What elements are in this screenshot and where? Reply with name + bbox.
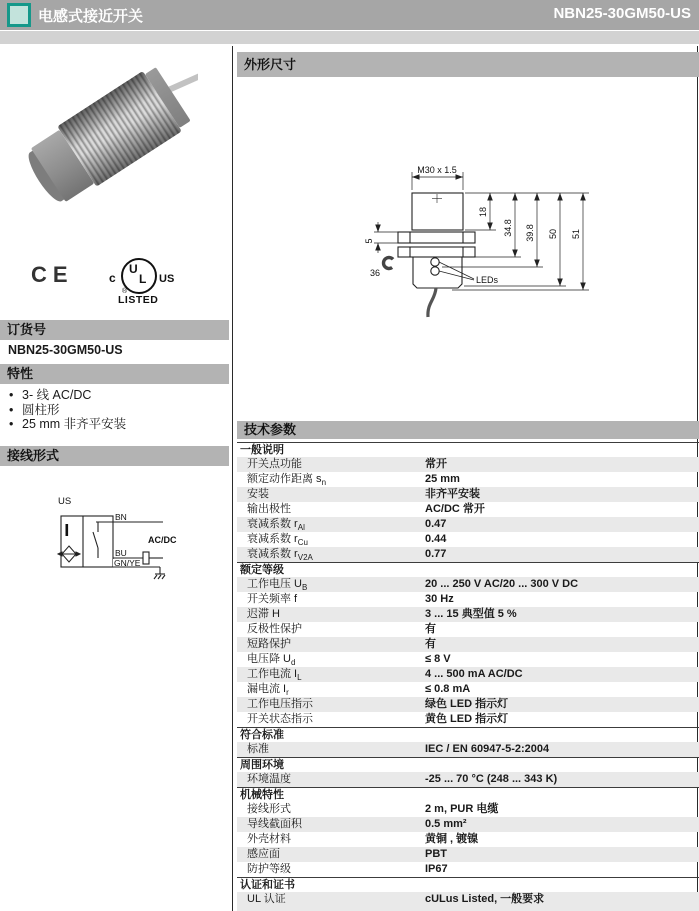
spec-group-header: 周围环境 (237, 757, 699, 772)
dim-39-8-label: 39.8 (525, 224, 535, 242)
spec-row: 工作电压 $U_B$ 20 ... 250 V AC/20 ... 300 V DC (237, 577, 699, 592)
title-bar (0, 0, 699, 30)
spec-row: 衰减系数 $r_{Cu}$ 0.44 (247, 533, 447, 548)
spec-row: 感应面 PBT (237, 847, 699, 862)
bullet-icon: • (9, 388, 14, 402)
bullet-icon: • (9, 402, 14, 417)
ul-logo-u: U (129, 262, 138, 276)
feature-item: • 3- 线 AC/DC (9, 388, 92, 402)
spec-row-partial (237, 907, 699, 911)
section-connection-type: 接线形式 (0, 446, 229, 466)
wire-brown-label: BN (115, 512, 127, 522)
length-dimensions (442, 193, 589, 290)
spec-group-header: 符合标准 (237, 727, 699, 742)
spec-group-header: 机械特性 (237, 787, 699, 802)
spec-group-header: 一般说明 (237, 442, 699, 457)
ul-logo-listed: LISTED (118, 294, 159, 306)
spec-row: 衰减系数 $r_{V2A}$ 0.77 (237, 547, 699, 562)
dimension-drawing (330, 160, 660, 335)
spec-row: 导线截面积 0.5 mm² (237, 817, 699, 832)
ul-logo-registered: ® (122, 288, 128, 295)
spec-row: 开关点功能 常开 (237, 457, 699, 472)
current-symbol (66, 524, 69, 536)
spec-row: 电压降 $U_d$ ≤ 8 V (247, 653, 451, 668)
section-order-number: 订货号 (0, 320, 229, 340)
spec-group-header: 认证和证书 (237, 877, 699, 892)
spec-row: 反极性保护 有 (247, 623, 436, 635)
wiring-diagram (40, 488, 210, 603)
spec-row: 迟滞 H 3 ... 15 典型值 5 % (237, 607, 699, 622)
wiring-supply-label: US (58, 496, 72, 507)
wrench-icon (381, 255, 396, 270)
spec-group-header: 额定等级 (237, 562, 699, 577)
section-dimensions: 外形尺寸 (237, 52, 699, 77)
spec-row: 短路保护 有 (237, 637, 699, 652)
dim-51-label: 51 (571, 228, 581, 240)
section-features: 特性 (0, 364, 229, 384)
dim-50-label: 50 (548, 228, 558, 240)
column-divider (232, 46, 233, 911)
section-technical-data: 技术参数 (237, 421, 699, 439)
spec-row: 额定动作距离 $s_n$ 25 mm (247, 473, 460, 488)
spec-row: 漏电流 $I_r$ ≤ 0.8 mA (247, 683, 471, 698)
spec-row: 工作电流 $I_L$ 4 ... 500 mA AC/DC (237, 667, 699, 682)
ul-logo-l: L (139, 272, 147, 286)
spec-row: 开关频率 f 30 Hz (247, 593, 454, 605)
product-photo (10, 55, 198, 240)
product-category-icon (7, 3, 31, 27)
nut-width-dimension (374, 222, 398, 253)
spec-row: 接线形式 2 m, PUR 电缆 (247, 803, 499, 815)
ul-logo-us: US (159, 273, 175, 285)
led-leader-lines (439, 262, 474, 280)
part-number-header: NBN25-30GM50-US (553, 5, 691, 22)
spec-table (237, 442, 699, 911)
sensor-outline (398, 193, 475, 317)
feature-item: • 圆柱形 (9, 402, 60, 417)
page-title: 电感式接近开关 (38, 8, 144, 25)
wire-ground-label: GN/YE (114, 558, 141, 568)
spec-row: 输出极性 AC/DC 常开 (247, 503, 485, 515)
spec-row: 标准 IEC / EN 60947-5-2:2004 (237, 742, 699, 757)
ul-logo-canada: c (109, 271, 116, 285)
dim-36-label: 36 (370, 268, 381, 278)
order-number-value: NBN25-30GM50-US (8, 343, 123, 357)
bullet-icon: • (9, 417, 14, 431)
spec-row: UL 认证 cULus Listed, 一般要求 (237, 892, 699, 907)
ce-mark: CE (31, 262, 74, 287)
dim-5-label: 5 (364, 238, 374, 244)
wire-blue-label: BU (115, 548, 127, 558)
sensor-body (19, 63, 194, 212)
thread-size-label: M30 x 1.5 (417, 165, 457, 175)
acdc-label: AC/DC (148, 535, 177, 545)
spec-row: 环境温度 -25 ... 70 °C (248 ... 343 K) (237, 772, 699, 787)
feature-list (0, 388, 229, 432)
dim-34-8-label: 34.8 (503, 219, 513, 237)
spec-row: 开关状态指示 黄色 LED 指示灯 (247, 713, 509, 725)
leds-label: LEDs (476, 275, 499, 285)
centerline-mark (432, 194, 442, 203)
spec-row: 工作电压指示 绿色 LED 指示灯 (237, 697, 699, 712)
spec-row: 防护等级 IP67 (247, 863, 448, 875)
dim-18-label: 18 (478, 206, 488, 218)
header-divider-band (0, 31, 699, 44)
spec-row: 外壳材料 黄铜 , 镀镍 (247, 833, 479, 845)
feature-item: • 25 mm 非齐平安装 (9, 417, 127, 431)
spec-row: 衰减系数 $r_{Al}$ 0.47 (237, 517, 699, 532)
spec-row: 安装 非齐平安装 (237, 487, 699, 502)
